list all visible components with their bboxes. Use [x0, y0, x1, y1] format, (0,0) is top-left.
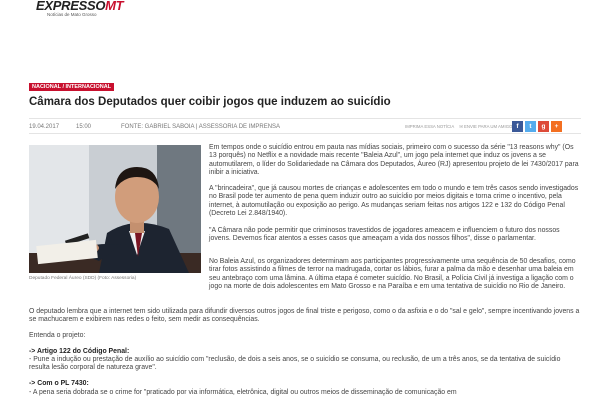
article-paragraph: O deputado lembra que a internet tem sido utilizada para difundir diversos outros jogos de final triste e perigoso, como o da asfixia e o do "sal e gelo", sempre incentivando jovens a se machucarem e exibirem nas redes o feito, sem medir as consequências.	[29, 308, 580, 324]
more-share-button[interactable]	[551, 121, 562, 132]
article-paragraph: No Baleia Azul, os organizadores determinam aos participantes progressivamente uma sequência de 50 desafios, como tirar fotos assistindo a filmes de terror na madrugada, cortar os lábios, furar a palma da mão e desenhar uma baleia em seu antebraço com uma lâmina. A última etapa é cometer suicídio. No Brasil, a Polícia Civil já investiga a ligação com o jogo na morte de dois adolescentes em Mato Grosso e na Paraíba e em uma tentativa de suicídio no Rio de Janeiro.	[209, 258, 576, 290]
article-paragraph: Entenda o projeto:	[29, 332, 86, 339]
politician-photo-illustration	[29, 145, 201, 273]
logo-tagline: Notícias de Mato Grosso	[47, 12, 97, 17]
section-heading: -> Artigo 122 do Código Penal:	[29, 348, 130, 355]
print-link[interactable]: IMPRIMA ESSA NOTÍCIA	[405, 124, 455, 129]
article-date: 19.04.2017	[29, 124, 60, 130]
twitter-icon: t	[529, 123, 532, 130]
share-icon: +	[554, 123, 559, 130]
googleplus-share-button[interactable]	[538, 121, 549, 132]
article-paragraph: - Pune a indução ou prestação de auxílio ao suicídio com "reclusão, de dois a seis anos, se o suicídio se consuma, ou reclusão, de um a três anos, se da tentativa de suicídio resulta lesão corporal de natureza grave".	[29, 356, 561, 372]
article-paragraph: Em tempos onde o suicídio entrou em pauta nas mídias sociais, primeiro com o sucesso da série "13 reasons why" (Os 13 porquês) no Netflix e a novidade mais recente "Baleia Azul", um jogo pela internet que induz os jovens a se automutilarem, o líder do Solidariedade na Câmara dos Deputados, Áureo (RJ) apresentou projeto de lei 7430/2017 para inibir a iniciativa.	[209, 144, 579, 176]
facebook-icon: f	[516, 123, 519, 130]
article-title: Câmara dos Deputados quer coibir jogos que induzem ao suicídio	[29, 96, 391, 108]
facebook-share-button[interactable]	[512, 121, 523, 132]
article-photo	[29, 145, 201, 273]
googleplus-icon: g	[541, 123, 546, 130]
article-paragraph: - A pena seria dobrada se o crime for "praticado por via informática, eletrônica, digital ou outros meios de disseminação de comunicação em	[29, 389, 457, 396]
article-paragraph: "A Câmara não pode permitir que criminosos travestidos de jogadores ameacem e influenciem o futuro dos nossos jovens. Devemos ficar atentos a esses casos que ameaçam a vida dos nossos filhos", disse o parlamentar.	[209, 227, 560, 243]
article-actions	[405, 123, 522, 131]
article-time: 15:00	[76, 124, 92, 130]
twitter-share-button[interactable]	[525, 121, 536, 132]
article-meta-bar	[29, 118, 581, 134]
article-source: FONTE: GABRIEL SABOIA | ASSESSORIA DE IMPRENSA	[121, 124, 281, 130]
section-heading: -> Com o PL 7430:	[29, 380, 89, 387]
photo-caption: Deputado Federal Áureo (SDD) (Foto: Assessoria)	[29, 276, 137, 281]
category-badge[interactable]: NACIONAL / INTERNACIONAL	[29, 83, 114, 91]
send-to-friend-link[interactable]: ✉ ENVIE PARA UM AMIGO	[459, 124, 513, 129]
logo-wordmark: EXPRESSOMT	[36, 0, 124, 13]
site-logo[interactable]	[36, 0, 136, 22]
article-paragraph: A "brincadeira", que já causou mortes de crianças e adolescentes em todo o mundo e tem três casos sendo investigados no Brasil pode ter aumento de pena quem induzir outro ao suicídio por meios digitais e torna crime o incentivo, pela internet, à automutilação ou exposição ao perigo. As mudanças seriam feitas nos artigos 122 e 132 do Código Penal (Decreto Lei 2.848/1940).	[209, 185, 579, 217]
